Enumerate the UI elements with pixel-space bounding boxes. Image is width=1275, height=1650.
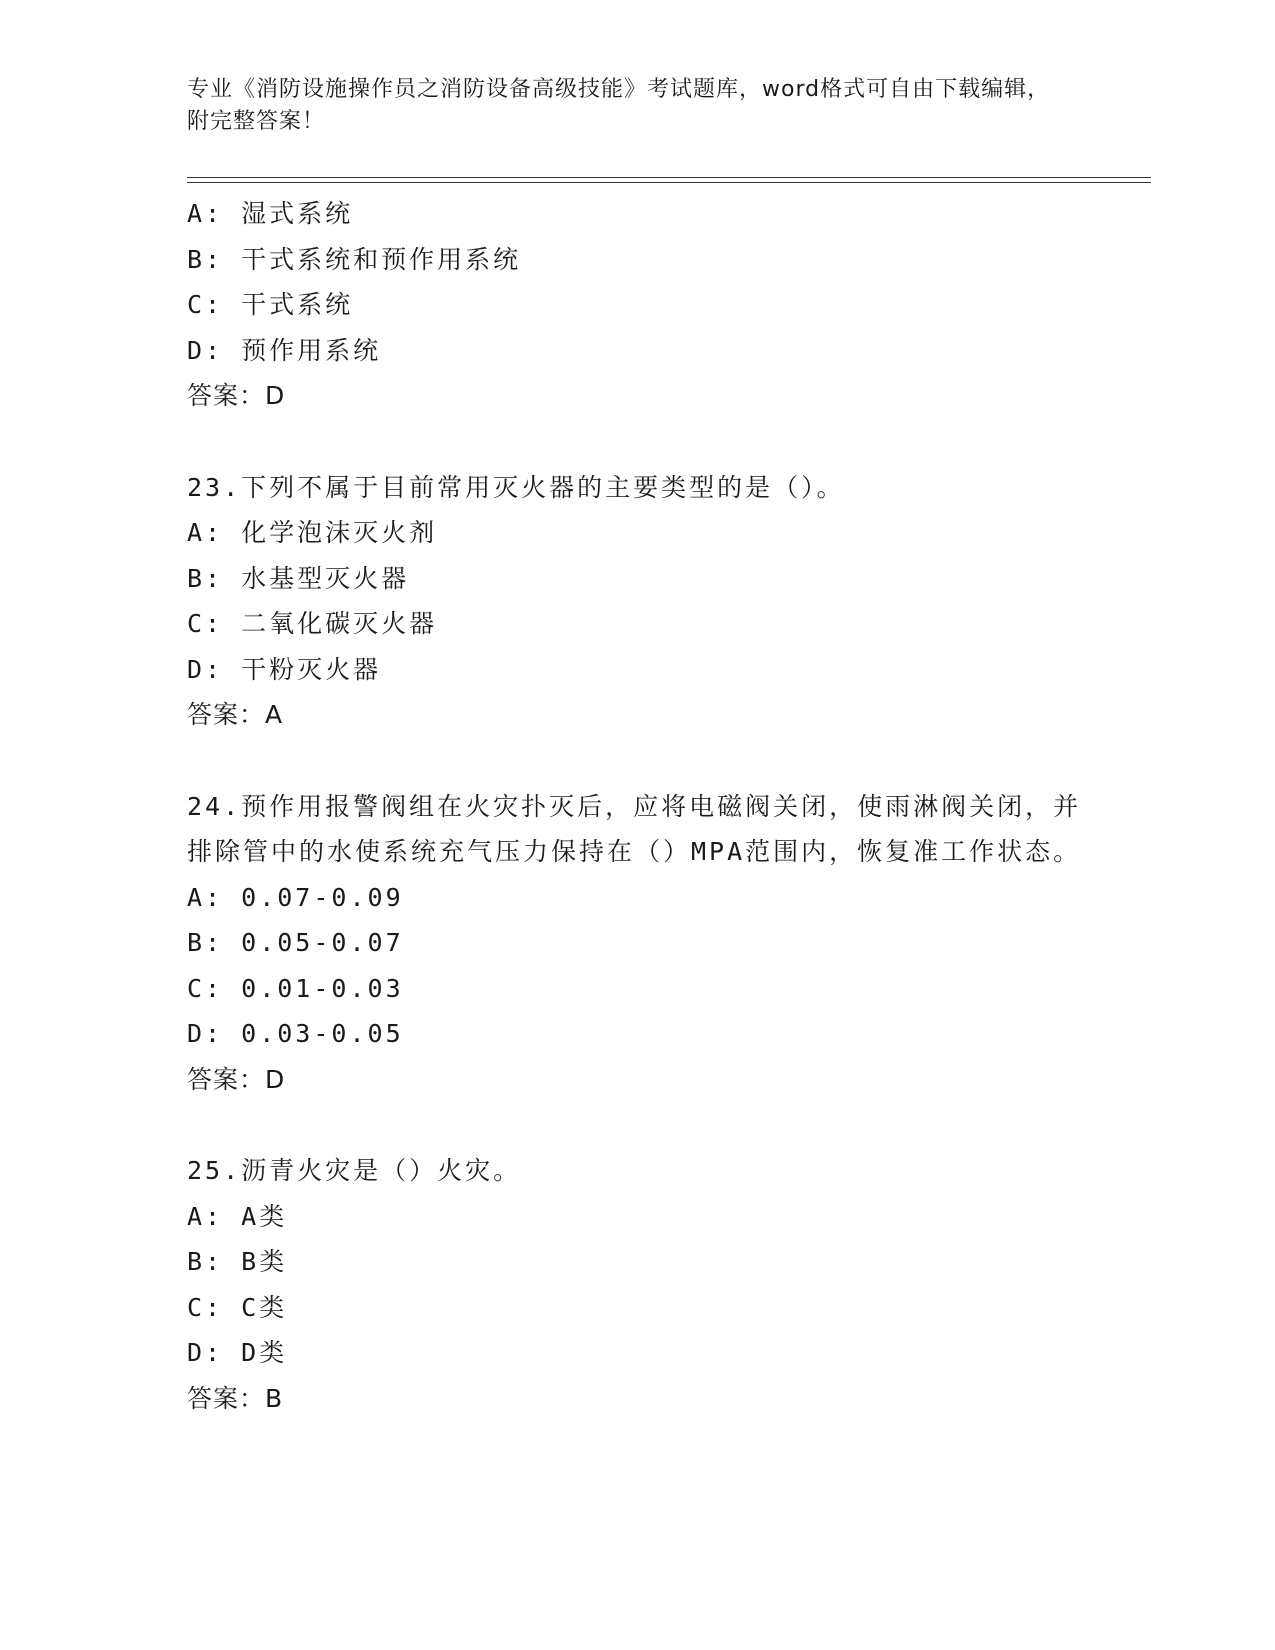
- question-list: [187, 191, 1117, 1421]
- spacer: [187, 419, 1117, 465]
- option-d: D: 预作用系统: [187, 335, 382, 365]
- option-c: C: 二氧化碳灭火器: [187, 609, 438, 638]
- answer: 答案：D: [187, 381, 286, 410]
- option-a: A: 湿式系统: [187, 199, 354, 228]
- option-b: B: 干式系统和预作用系统: [187, 244, 522, 274]
- question-24: [187, 784, 1117, 1103]
- document-header: 专业《消防设施操作员之消防设备高级技能》考试题库，word格式可自由下载编辑，附完整答案！: [187, 77, 1051, 134]
- question-text: 24.预作用报警阀组在火灾扑灭后，应将电磁阀关闭，使雨淋阀关闭，并排除管中的水使系统充气压力保持在（）MPA范围内，恢复准工作状态。: [187, 791, 1082, 866]
- answer: 答案：A: [187, 700, 284, 729]
- option-c: C: C类: [187, 1292, 288, 1322]
- spacer: [187, 738, 1117, 784]
- option-d: D: 干粉灭火器: [187, 654, 382, 684]
- question-text: 23.下列不属于目前常用灭火器的主要类型的是（）。: [187, 472, 845, 502]
- question-25: [187, 1148, 1117, 1421]
- option-b: B: 水基型灭火器: [187, 563, 410, 593]
- header-rule-top: [187, 177, 1151, 178]
- option-b: B: B类: [187, 1247, 288, 1276]
- option-a: A: A类: [187, 1201, 288, 1231]
- option-d: D: D类: [187, 1338, 288, 1367]
- answer: 答案：D: [187, 1064, 286, 1094]
- question-text: 25.沥青火灾是（）火灾。: [187, 1156, 522, 1185]
- question-23: [187, 465, 1117, 738]
- header-rule-bottom: [187, 182, 1151, 183]
- answer: 答案：B: [187, 1383, 284, 1413]
- option-c: C: 干式系统: [187, 290, 354, 319]
- option-c: C: 0.01-0.03: [187, 973, 404, 1003]
- option-a: A: 0.07-0.09: [187, 882, 404, 912]
- option-d: D: 0.03-0.05: [187, 1019, 404, 1048]
- option-a: A: 化学泡沫灭火剂: [187, 518, 438, 547]
- question-22-continued: [187, 191, 1117, 419]
- option-b: B: 0.05-0.07: [187, 928, 404, 957]
- spacer: [187, 1102, 1117, 1148]
